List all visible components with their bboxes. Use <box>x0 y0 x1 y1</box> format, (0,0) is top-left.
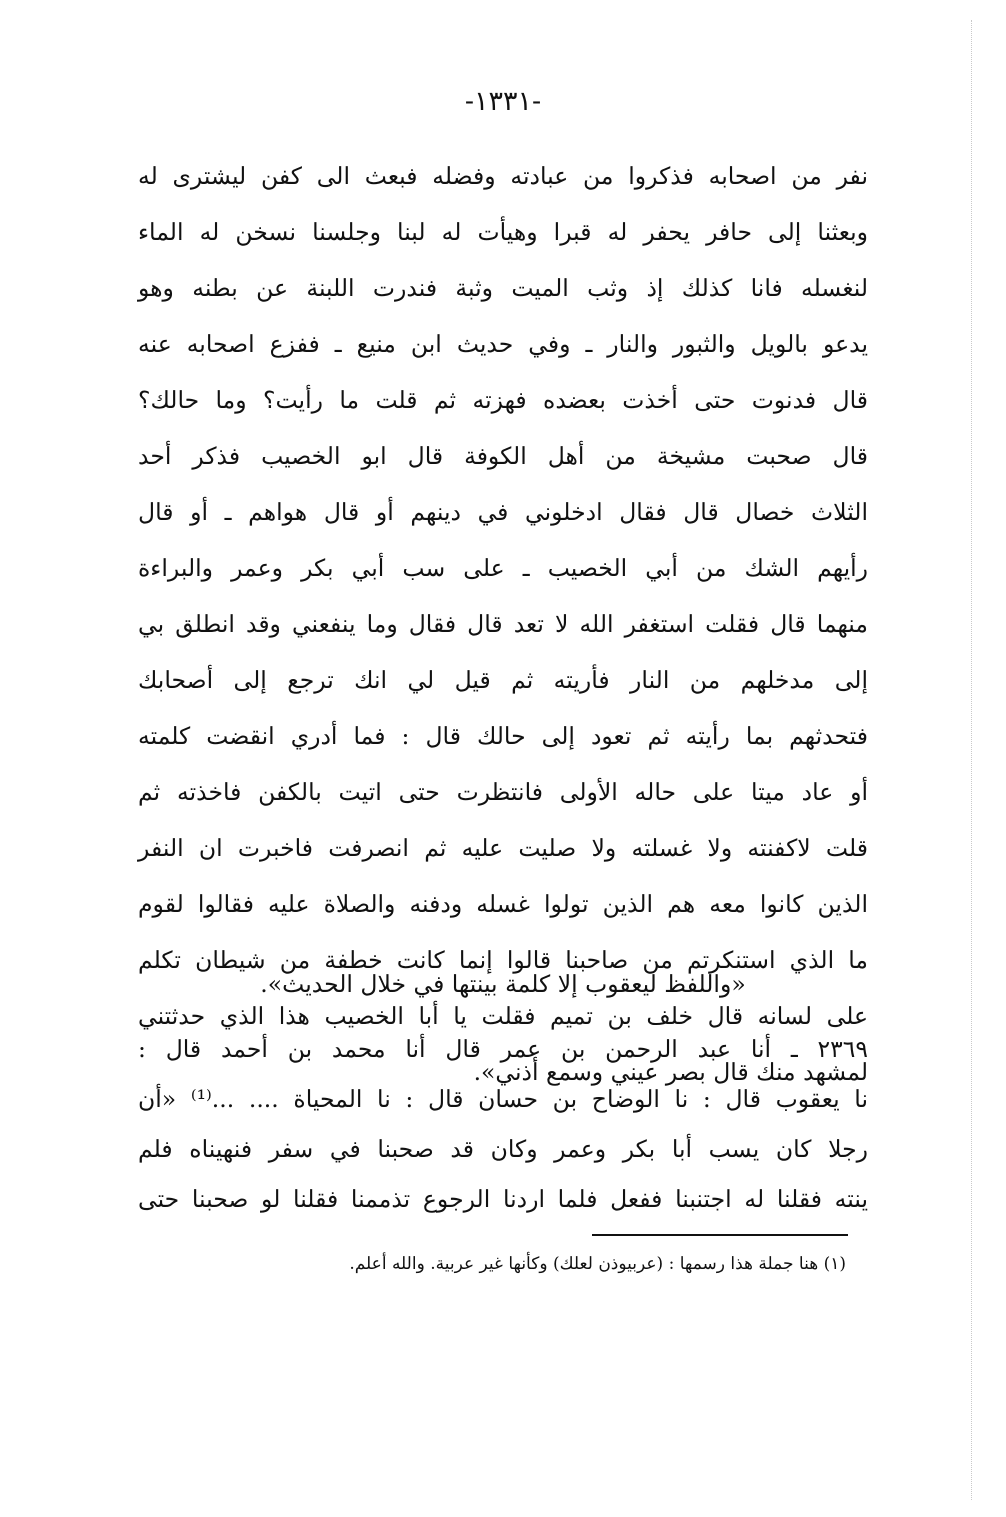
footnote: (١) هنا جملة هذا رسمها : (عربيوذن لعلك) وكأنها غير عربية. والله أعلم. <box>349 1254 846 1274</box>
text-line: لنغسله فانا كذلك إذ وثب الميت وثبة فندرت اللبنة عن بطنه وهو <box>138 274 868 302</box>
text-line: يدعو بالويل والثبور والنار ـ وفي حديث ابن منيع ـ ففزع اصحابه عنه <box>138 330 868 358</box>
scan-edge-line <box>971 20 972 1500</box>
centered-note: «واللفظ ليعقوب إلا كلمة بينتها في خلال الحديث». <box>260 970 746 998</box>
text-line: رجلا كان يسب أبا بكر وعمر وكان قد صحبنا في سفر فنهيناه فلم <box>138 1135 868 1163</box>
text-line: وبعثنا إلى حافر يحفر له قبرا وهيأت له لبنا وجلسنا نسخن له الماء <box>138 218 868 246</box>
text-line: رأيهم الشك من أبي الخصيب ـ على سب أبي بكر وعمر والبراءة <box>138 554 868 582</box>
text-line: ما الذي استنكرتم من صاحبنا قالوا إنما كانت خطفة من شيطان تكلم <box>138 946 868 974</box>
main-paragraph <box>138 148 868 1100</box>
text-line: لمشهد منك قال بصر عيني وسمع أذني». <box>473 1058 868 1086</box>
text-line: الثلاث خصال قال فقال ادخلوني في دينهم أو قال هواهم ـ أو قال <box>138 498 868 526</box>
text-line: منهما قال فقلت استغفر الله لا تعد قال فقال وما ينفعني وقد انطلق بي <box>138 610 868 638</box>
text-line: على لسانه قال خلف بن تميم فقلت يا أبا الخصيب هذا الذي حدثتني <box>138 1002 868 1030</box>
text-line: قال فدنوت حتى أخذت بعضده فهزته ثم قلت ما رأيت؟ وما حالك؟ <box>138 386 868 414</box>
text-line: فتحدثهم بما رأيته ثم تعود إلى حالك قال : فما أدري انقضت كلمته <box>138 722 868 750</box>
text-line: نا يعقوب قال : نا الوضاح بن حسان قال : نا المحياة .... ...⁽¹⁾ «أن <box>138 1085 868 1113</box>
text-line: نفر من اصحابه فذكروا من عبادته وفضله فبعث الى كفن ليشترى له <box>138 162 868 190</box>
hadith-paragraph <box>138 1024 868 1224</box>
text-line: ينته فقلنا له اجتنبنا ففعل فلما اردنا الرجوع تذممنا فقلنا لو صحبنا حتى <box>138 1185 868 1213</box>
text-line: قلت لاكفنته ولا غسلته ولا صليت عليه ثم انصرفت فاخبرت ان النفر <box>138 834 868 862</box>
text-line: أو عاد ميتا على حاله الأولى فانتظرت حتى اتيت بالكفن فاخذته ثم <box>138 778 868 806</box>
text-line: الذين كانوا معه هم الذين تولوا غسله ودفنه والصلاة عليه فقالوا لقوم <box>138 890 868 918</box>
text-line: قال صحبت مشيخة من أهل الكوفة قال ابو الخصيب فذكر أحد <box>138 442 868 470</box>
text-line: إلى مدخلهم من النار فأريته ثم قيل لي انك ترجع إلى أصحابك <box>138 666 868 694</box>
footnote-divider <box>592 1234 848 1236</box>
text-line: ٢٣٦٩ ـ أنا عبد الرحمن بن عمر قال أنا محمد بن أحمد قال : <box>138 1035 868 1063</box>
page-number: -١٣٣١- <box>464 86 542 117</box>
